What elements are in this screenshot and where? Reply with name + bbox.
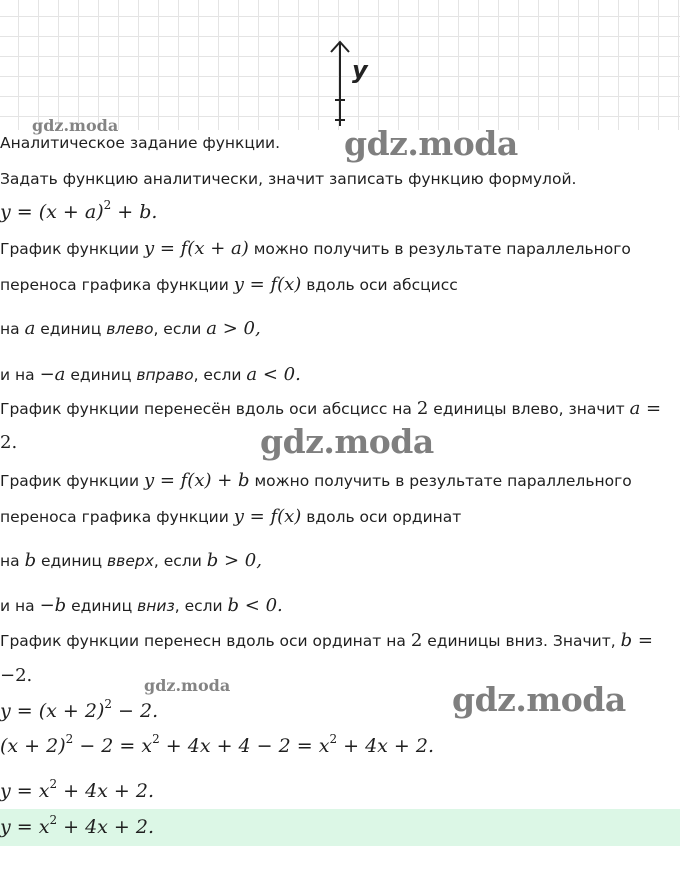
watermark-big: gdz.moda [344,124,518,163]
answer-box [0,809,680,846]
text-line: График функции перенесн вдоль оси ординат на 2 единицы вниз. Значит, b = [0,630,653,651]
text-line: График функции перенесён вдоль оси абсцисс на 2 единицы влево, значит a = [0,398,662,419]
text-line: −2. [0,665,33,686]
text-line: переноса графика функции y = f(x) вдоль оси абсцисс [0,274,458,295]
paragraph-definition: Задать функцию аналитически, значит записать функцию формулой. [0,170,577,188]
watermark-big: gdz.moda [452,680,626,719]
text-line: и на −a единиц вправо, если a < 0. [0,364,301,385]
watermark-small: gdz.moda [144,676,231,695]
answer-formula: $y = x^2 + 4x + 2$. [0,813,155,838]
text-line: График функции y = f(x + a) можно получить в результате параллельного [0,238,631,259]
graph-fragment [0,0,680,130]
formula-expansion: $(x + 2)^2 - 2 = x^2 + 4x + 4 - 2 = x^2 + 4x + 2$. [0,732,435,757]
y-axis-label: y [352,56,368,84]
text-line: на b единиц вверх, если b > 0, [0,550,262,571]
formula-general: $y = (x + a)^2 + b$. [0,198,158,223]
formula-shifted: $y = (x + 2)^2 - 2$. [0,697,159,722]
text-line: График функции y = f(x) + b можно получить в результате параллельного [0,470,632,491]
text-line: и на −b единиц вниз, если b < 0. [0,595,283,616]
text-line: 2. [0,432,18,453]
watermark-big: gdz.moda [260,422,434,461]
text-line: на a единиц влево, если a > 0, [0,318,261,339]
heading: Аналитическое задание функции. [0,134,281,152]
formula-result: $y = x^2 + 4x + 2$. [0,777,155,802]
text-line: переноса графика функции y = f(x) вдоль оси ординат [0,506,462,527]
watermark-small: gdz.moda [32,116,119,135]
